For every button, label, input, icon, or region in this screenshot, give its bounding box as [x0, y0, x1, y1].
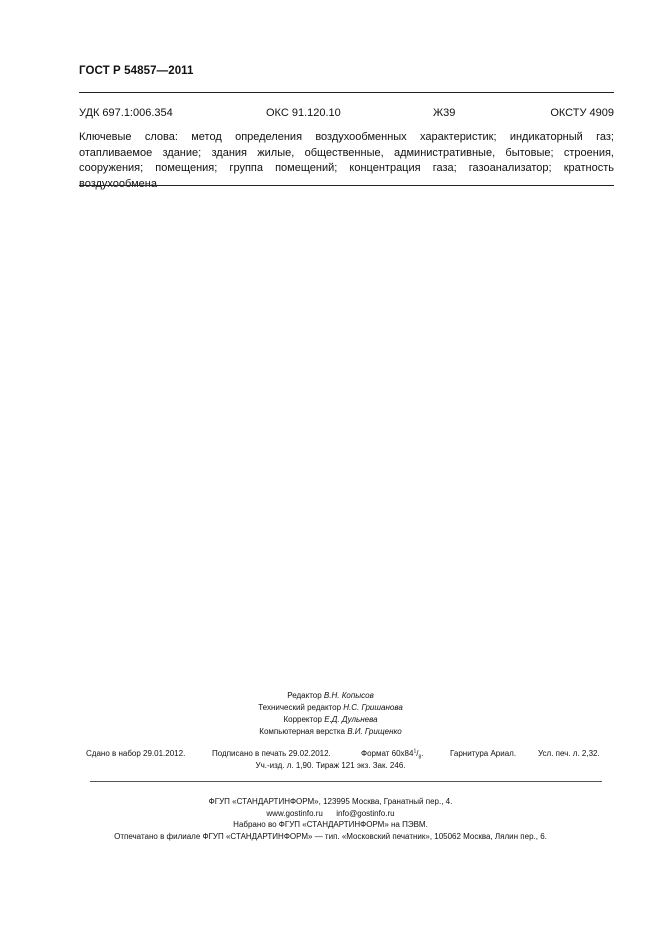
credit-layout — [0, 726, 661, 737]
header-divider — [79, 92, 614, 93]
website-link: www.gostinfo.ru — [266, 809, 323, 818]
typeset-note: Набрано во ФГУП «СТАНДАРТИНФОРМ» на ПЭВМ. — [233, 820, 428, 829]
signed-date: Подписано в печать 29.02.2012. — [212, 749, 331, 758]
publisher-address: ФГУП «СТАНДАРТИНФОРМ», 123995 Москва, Гранатный пер., 4. — [208, 797, 453, 806]
submitted-date: Сдано в набор 29.01.2012. — [86, 749, 186, 758]
credit-editor — [0, 690, 661, 701]
standard-number: ГОСТ Р 54857—2011 — [79, 65, 194, 77]
credit-corrector — [0, 714, 661, 725]
credit-label: Редактор — [287, 691, 322, 700]
credit-name: Н.С. Гришанова — [343, 703, 403, 712]
oks-code: ОКС 91.120.10 — [266, 107, 341, 119]
publisher-contacts — [0, 809, 661, 818]
credit-name: Е.Д. Дульнева — [324, 715, 378, 724]
group-code: Ж39 — [433, 107, 456, 119]
credit-name: В.И. Грищенко — [347, 727, 402, 736]
credit-label: Компьютерная верстка — [259, 727, 345, 736]
okstu-code: ОКСТУ 4909 — [550, 107, 614, 119]
keywords-divider — [79, 185, 614, 186]
typeface: Гарнитура Ариал. — [450, 749, 517, 758]
paper-format: Формат $60х84^1/_8$. — [361, 748, 424, 761]
credit-name: В.Н. Копысов — [323, 691, 374, 700]
publishing-details: Уч.-изд. л. 1,90. Тираж 121 экз. Зак. 246. — [255, 761, 406, 770]
printed-sheets: Усл. печ. л. 2,32. — [538, 749, 600, 758]
credit-label: Корректор — [283, 715, 322, 724]
printing-note: Отпечатано в филиале ФГУП «СТАНДАРТИНФОРМ» — тип. «Московский печатник», 105062 Москва, Лялин пер., 6. — [114, 832, 547, 841]
credit-tech-editor — [0, 702, 661, 713]
udk-code: УДК 697.1:006.354 — [79, 107, 173, 119]
email-link: info@gostinfo.ru — [336, 809, 395, 818]
keywords-paragraph: Ключевые слова: метод определения воздухообменных характеристик; индикаторный газ; отапливаемое здание; здания жилые, общественные, административные, бытовые; строения, сооружения; помещения; группа помещений; концентрация газа; газоанализатор; кратность воздухообмена — [79, 131, 614, 190]
credit-label: Технический редактор — [258, 703, 342, 712]
footer-divider — [90, 781, 602, 782]
